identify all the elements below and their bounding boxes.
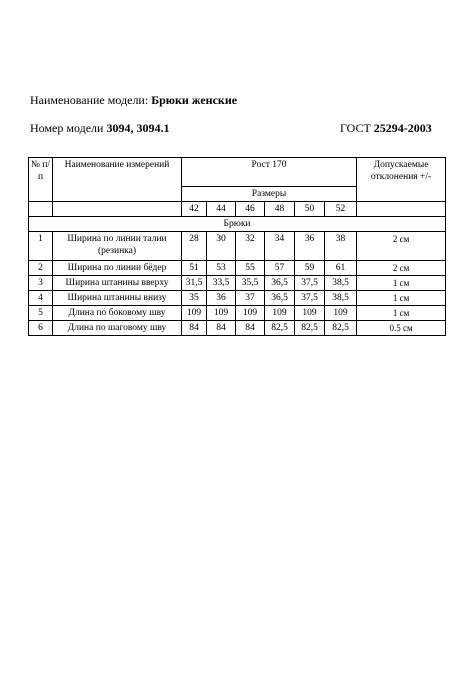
value-cell: 37,5 [295, 276, 325, 291]
value-cell: 31,5 [182, 276, 207, 291]
value-cell: 84 [207, 321, 236, 336]
row-num: 1 [29, 232, 53, 261]
size-cell: 42 [182, 202, 207, 217]
row-name: Ширина по линии талии (резинка) [53, 232, 182, 261]
row-name: Ширина по линии бёдер [53, 261, 182, 276]
value-cell: 32 [236, 232, 265, 261]
model-name-line [30, 93, 237, 108]
value-cell: 33,5 [207, 276, 236, 291]
table-row [29, 306, 446, 321]
value-cell: 35,5 [236, 276, 265, 291]
row-name: Ширина штанины внизу [53, 291, 182, 306]
tolerance-cell: 0.5 см [357, 321, 446, 336]
value-cell: 82,5 [265, 321, 295, 336]
row-name: Длина по шаговому шву [53, 321, 182, 336]
value-cell: 38 [325, 232, 357, 261]
table-row [29, 291, 446, 306]
gost-value: 25294-2003 [373, 121, 432, 135]
size-cell: 50 [295, 202, 325, 217]
value-cell: 109 [182, 306, 207, 321]
value-cell: 36,5 [265, 276, 295, 291]
tolerance-cell: 2 см [357, 261, 446, 276]
tolerance-cell: 1 см [357, 306, 446, 321]
sizes-row [29, 202, 446, 217]
value-cell: 37 [236, 291, 265, 306]
height-header: Рост 170 [182, 158, 357, 187]
value-cell: 28 [182, 232, 207, 261]
empty-cell [357, 202, 446, 217]
empty-cell [53, 202, 182, 217]
value-cell: 37,5 [295, 291, 325, 306]
value-cell: 109 [325, 306, 357, 321]
value-cell: 38,5 [325, 291, 357, 306]
value-cell: 38,5 [325, 276, 357, 291]
value-cell: 84 [182, 321, 207, 336]
value-cell: 51 [182, 261, 207, 276]
model-name-value: Брюки женские [151, 93, 238, 107]
table-row [29, 276, 446, 291]
size-cell: 46 [236, 202, 265, 217]
size-cell: 52 [325, 202, 357, 217]
value-cell: 61 [325, 261, 357, 276]
row-num: 5 [29, 306, 53, 321]
section-row [29, 217, 446, 232]
value-cell: 36 [295, 232, 325, 261]
value-cell: 36 [207, 291, 236, 306]
value-cell: 82,5 [295, 321, 325, 336]
table-row [29, 321, 446, 336]
model-number-label: Номер модели [30, 121, 104, 135]
gost-line [340, 121, 432, 136]
tolerance-cell: 1 см [357, 276, 446, 291]
size-cell: 44 [207, 202, 236, 217]
value-cell: 84 [236, 321, 265, 336]
tolerance-cell: 1 см [357, 291, 446, 306]
value-cell: 57 [265, 261, 295, 276]
value-cell: 55 [236, 261, 265, 276]
row-num: 4 [29, 291, 53, 306]
value-cell: 109 [207, 306, 236, 321]
value-cell: 109 [236, 306, 265, 321]
row-name: Ширина штанины вверху [53, 276, 182, 291]
table-row [29, 261, 446, 276]
section-label: Брюки [29, 217, 446, 232]
row-num: 6 [29, 321, 53, 336]
header-row [29, 158, 446, 187]
model-number-line [30, 121, 169, 136]
value-cell: 34 [265, 232, 295, 261]
model-name-label: Наименование модели: [30, 93, 149, 107]
empty-cell [29, 202, 53, 217]
value-cell: 109 [265, 306, 295, 321]
row-num: 3 [29, 276, 53, 291]
sizes-header: Размеры [182, 187, 357, 202]
model-number-value: 3094, 3094.1 [106, 121, 170, 135]
row-num: 2 [29, 261, 53, 276]
value-cell: 59 [295, 261, 325, 276]
value-cell: 36,5 [265, 291, 295, 306]
gost-label: ГОСТ [340, 121, 371, 135]
value-cell: 30 [207, 232, 236, 261]
value-cell: 35 [182, 291, 207, 306]
col-measure-header: Наименование измерений [53, 158, 182, 202]
tolerance-cell: 2 см [357, 232, 446, 261]
value-cell: 82,5 [325, 321, 357, 336]
value-cell: 53 [207, 261, 236, 276]
measurements-table [28, 157, 446, 336]
tolerance-header: Допускаемые отклонения +/- [357, 158, 446, 202]
size-cell: 48 [265, 202, 295, 217]
value-cell: 109 [295, 306, 325, 321]
row-name: Длина по боковому шву [53, 306, 182, 321]
table-row [29, 232, 446, 261]
col-num-header: № п/п [29, 158, 53, 202]
